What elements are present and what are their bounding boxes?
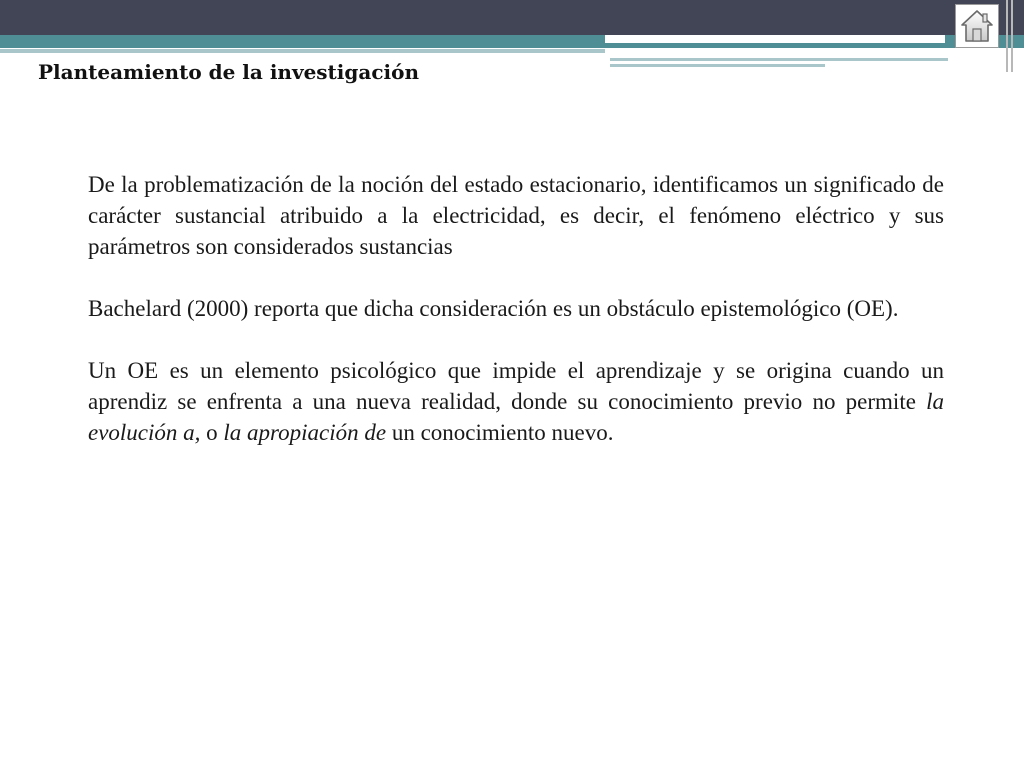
- paragraph-text: o: [200, 420, 224, 445]
- header-notch: [605, 35, 945, 43]
- header-stripe-left: [0, 49, 605, 53]
- home-icon: [959, 8, 995, 44]
- paragraph-problematizacion: De la problematización de la noción del estado estacionario, identificamos un significado de carácter sustancial atribuido a la electricidad, es decir, el fenómeno eléctrico y sus parámetros son considerados sustancias: [88, 172, 944, 259]
- slide-body: [88, 169, 944, 448]
- home-button[interactable]: [955, 4, 999, 48]
- header-divider-line: [1006, 0, 1008, 72]
- header-dark-band: [0, 0, 1024, 35]
- paragraph-obstaculo-epistemologico: [88, 355, 944, 448]
- header-stripe-right-upper: [610, 58, 948, 61]
- header-divider-line: [1011, 0, 1013, 72]
- paragraph-bachelard: Bachelard (2000) reporta que dicha consideración es un obstáculo epistemológico (OE).: [88, 296, 899, 321]
- italic-phrase: la apropiación de: [223, 420, 387, 445]
- italic-phrase: la evolución a,: [88, 389, 944, 445]
- header-stripe-right-lower: [610, 64, 825, 67]
- paragraph-text: Un OE es un elemento psicológico que impide el aprendizaje y se origina cuando un aprendiz se enfrenta a una nueva realidad, donde su conocimiento previo no permite: [88, 358, 944, 414]
- paragraph-text: un conocimiento nuevo.: [386, 420, 614, 445]
- slide-title: Planteamiento de la investigación: [38, 60, 419, 84]
